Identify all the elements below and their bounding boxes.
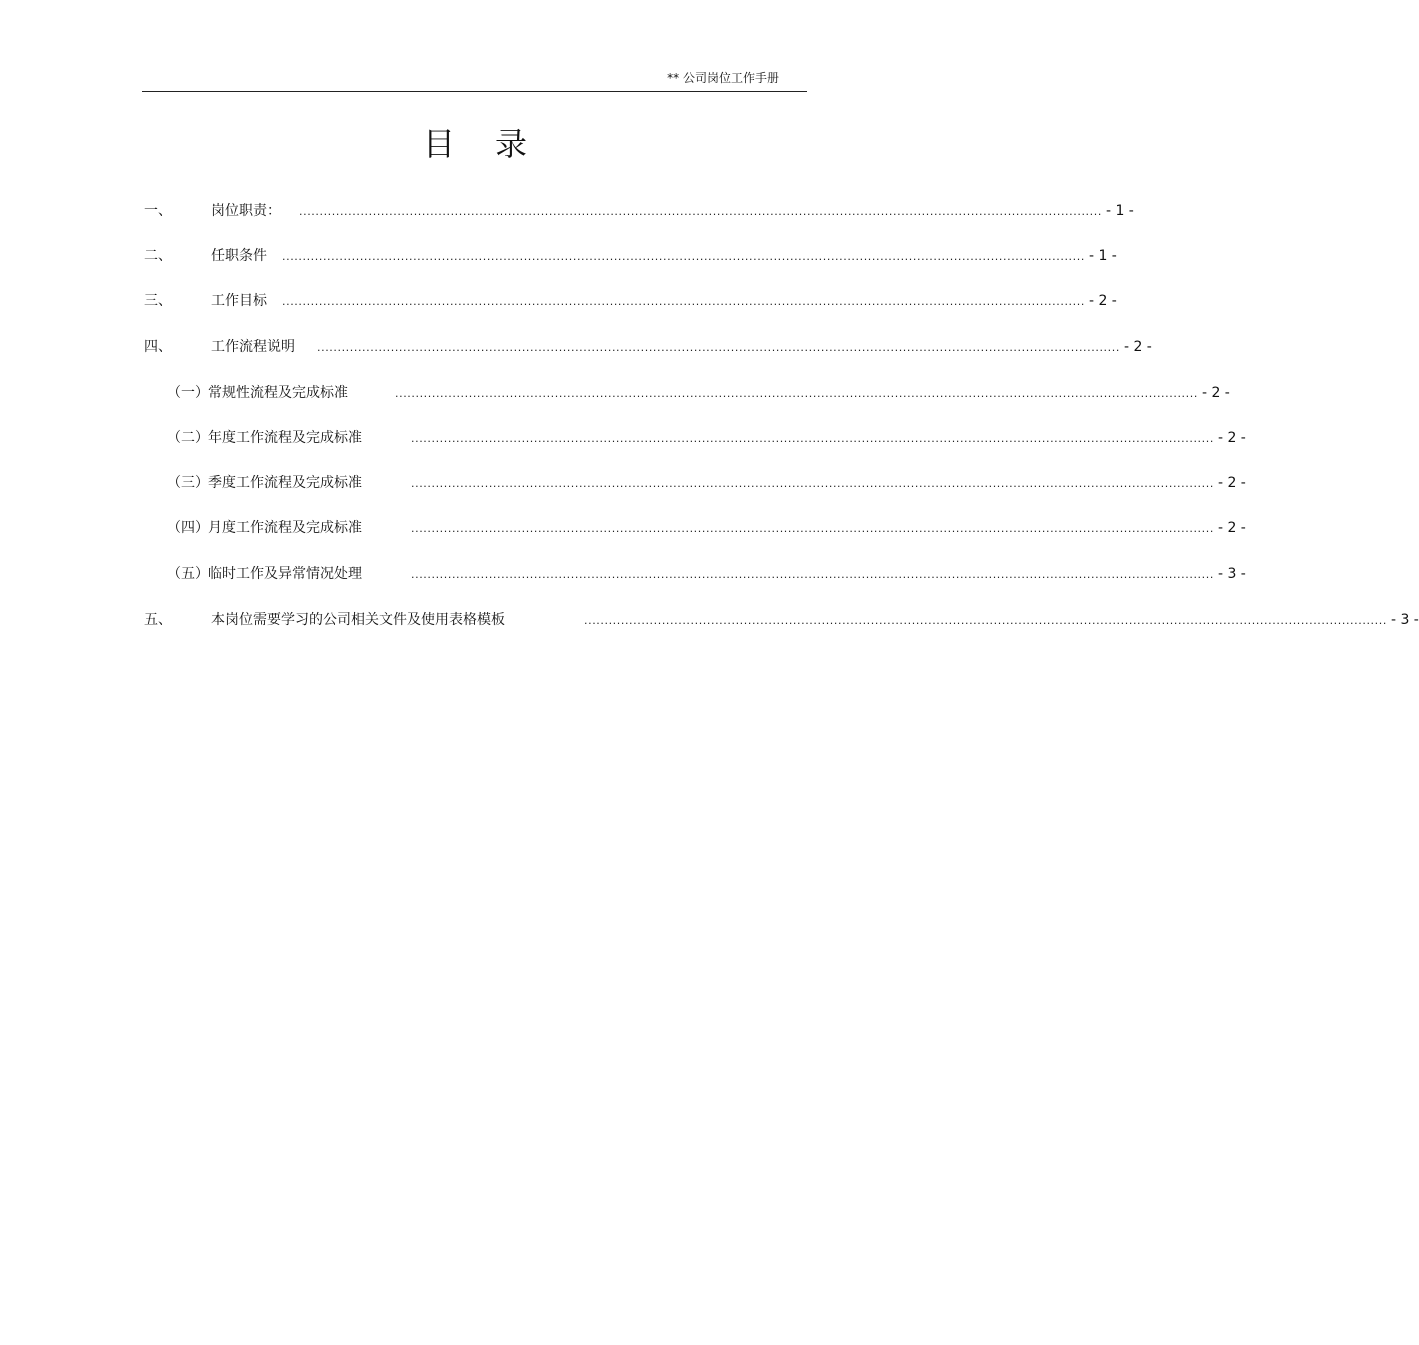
dot-leader: .................................................................................................................................................................................................... bbox=[282, 295, 1085, 308]
dot-leader: .................................................................................................................................................................................................... bbox=[411, 522, 1214, 535]
toc-entry-label: 工作流程说明 bbox=[211, 339, 295, 355]
toc-entry-leader bbox=[411, 517, 1246, 540]
toc-entry-label: 年度工作流程及完成标准 bbox=[208, 430, 362, 446]
toc-entry[interactable] bbox=[0, 517, 1246, 539]
dot-leader: .................................................................................................................................................................................................... bbox=[584, 614, 1387, 627]
toc-entry-leader bbox=[395, 382, 1230, 405]
dot-leader: .................................................................................................................................................................................................... bbox=[411, 432, 1214, 445]
toc-entry[interactable] bbox=[0, 336, 1152, 358]
toc-entry[interactable] bbox=[0, 200, 1134, 222]
toc-entry-page: - 3 - bbox=[1390, 612, 1419, 628]
toc-entry-page: - 2 - bbox=[1088, 293, 1117, 309]
toc-title-char-1: 目 bbox=[422, 125, 455, 163]
toc-entry-leader bbox=[411, 563, 1246, 586]
toc-entry-leader bbox=[282, 290, 1117, 313]
toc-entry-label: 本岗位需要学习的公司相关文件及使用表格模板 bbox=[211, 612, 505, 628]
toc-entry-page: - 2 - bbox=[1201, 385, 1230, 401]
toc-entry-label: 临时工作及异常情况处理 bbox=[208, 566, 362, 582]
running-header: ** 公司岗位工作手册 bbox=[667, 71, 779, 85]
dot-leader: .................................................................................................................................................................................................... bbox=[411, 568, 1214, 581]
toc-entry-leader bbox=[317, 336, 1152, 359]
toc-entry-label: 月度工作流程及完成标准 bbox=[208, 520, 362, 536]
toc-entry-number: 二、 bbox=[144, 248, 172, 264]
toc-entry-label: 常规性流程及完成标准 bbox=[208, 385, 348, 401]
toc-entry[interactable] bbox=[0, 245, 1117, 267]
toc-entry-number: 五、 bbox=[144, 612, 172, 628]
toc-entry-page: - 3 - bbox=[1217, 566, 1246, 582]
dot-leader: .................................................................................................................................................................................................... bbox=[282, 250, 1085, 263]
toc-entry[interactable] bbox=[0, 563, 1246, 585]
toc-entry-page: - 1 - bbox=[1105, 203, 1134, 219]
toc-entry-number: （五） bbox=[167, 566, 209, 582]
toc-entry-number: 四、 bbox=[144, 339, 172, 355]
dot-leader: .................................................................................................................................................................................................... bbox=[395, 387, 1198, 400]
toc-entry-label: 任职条件 bbox=[211, 248, 267, 264]
toc-entry-leader bbox=[299, 200, 1134, 223]
dot-leader: .................................................................................................................................................................................................... bbox=[317, 341, 1120, 354]
toc-entry[interactable] bbox=[0, 427, 1246, 449]
toc-entry-number: 三、 bbox=[144, 293, 172, 309]
dot-leader: .................................................................................................................................................................................................... bbox=[299, 205, 1102, 218]
toc-entry-page: - 2 - bbox=[1217, 475, 1246, 491]
toc-title bbox=[0, 120, 950, 168]
dot-leader: .................................................................................................................................................................................................... bbox=[411, 477, 1214, 490]
toc-entry-page: - 1 - bbox=[1088, 248, 1117, 264]
header-rule bbox=[142, 91, 807, 92]
toc-entry[interactable] bbox=[0, 609, 1419, 631]
toc-entry[interactable] bbox=[0, 290, 1117, 312]
toc-entry-leader bbox=[584, 609, 1419, 632]
toc-entry-page: - 2 - bbox=[1217, 430, 1246, 446]
toc-entry-number: （一） bbox=[167, 385, 209, 401]
toc-entry[interactable] bbox=[0, 382, 1230, 404]
toc-entry-label: 季度工作流程及完成标准 bbox=[208, 475, 362, 491]
toc-entry[interactable] bbox=[0, 472, 1246, 494]
toc-entry-number: （三） bbox=[167, 475, 209, 491]
toc-entry-leader bbox=[282, 245, 1117, 268]
toc-title-char-2: 录 bbox=[495, 125, 528, 163]
toc-entry-label: 岗位职责： bbox=[211, 203, 281, 219]
toc-entry-number: （四） bbox=[167, 520, 209, 536]
toc-entry-leader bbox=[411, 427, 1246, 450]
toc-entry-page: - 2 - bbox=[1123, 339, 1152, 355]
toc-entry-leader bbox=[411, 472, 1246, 495]
toc-entry-page: - 2 - bbox=[1217, 520, 1246, 536]
toc-entry-number: （二） bbox=[167, 430, 209, 446]
toc-entry-number: 一、 bbox=[144, 203, 172, 219]
toc-entry-label: 工作目标 bbox=[211, 293, 267, 309]
